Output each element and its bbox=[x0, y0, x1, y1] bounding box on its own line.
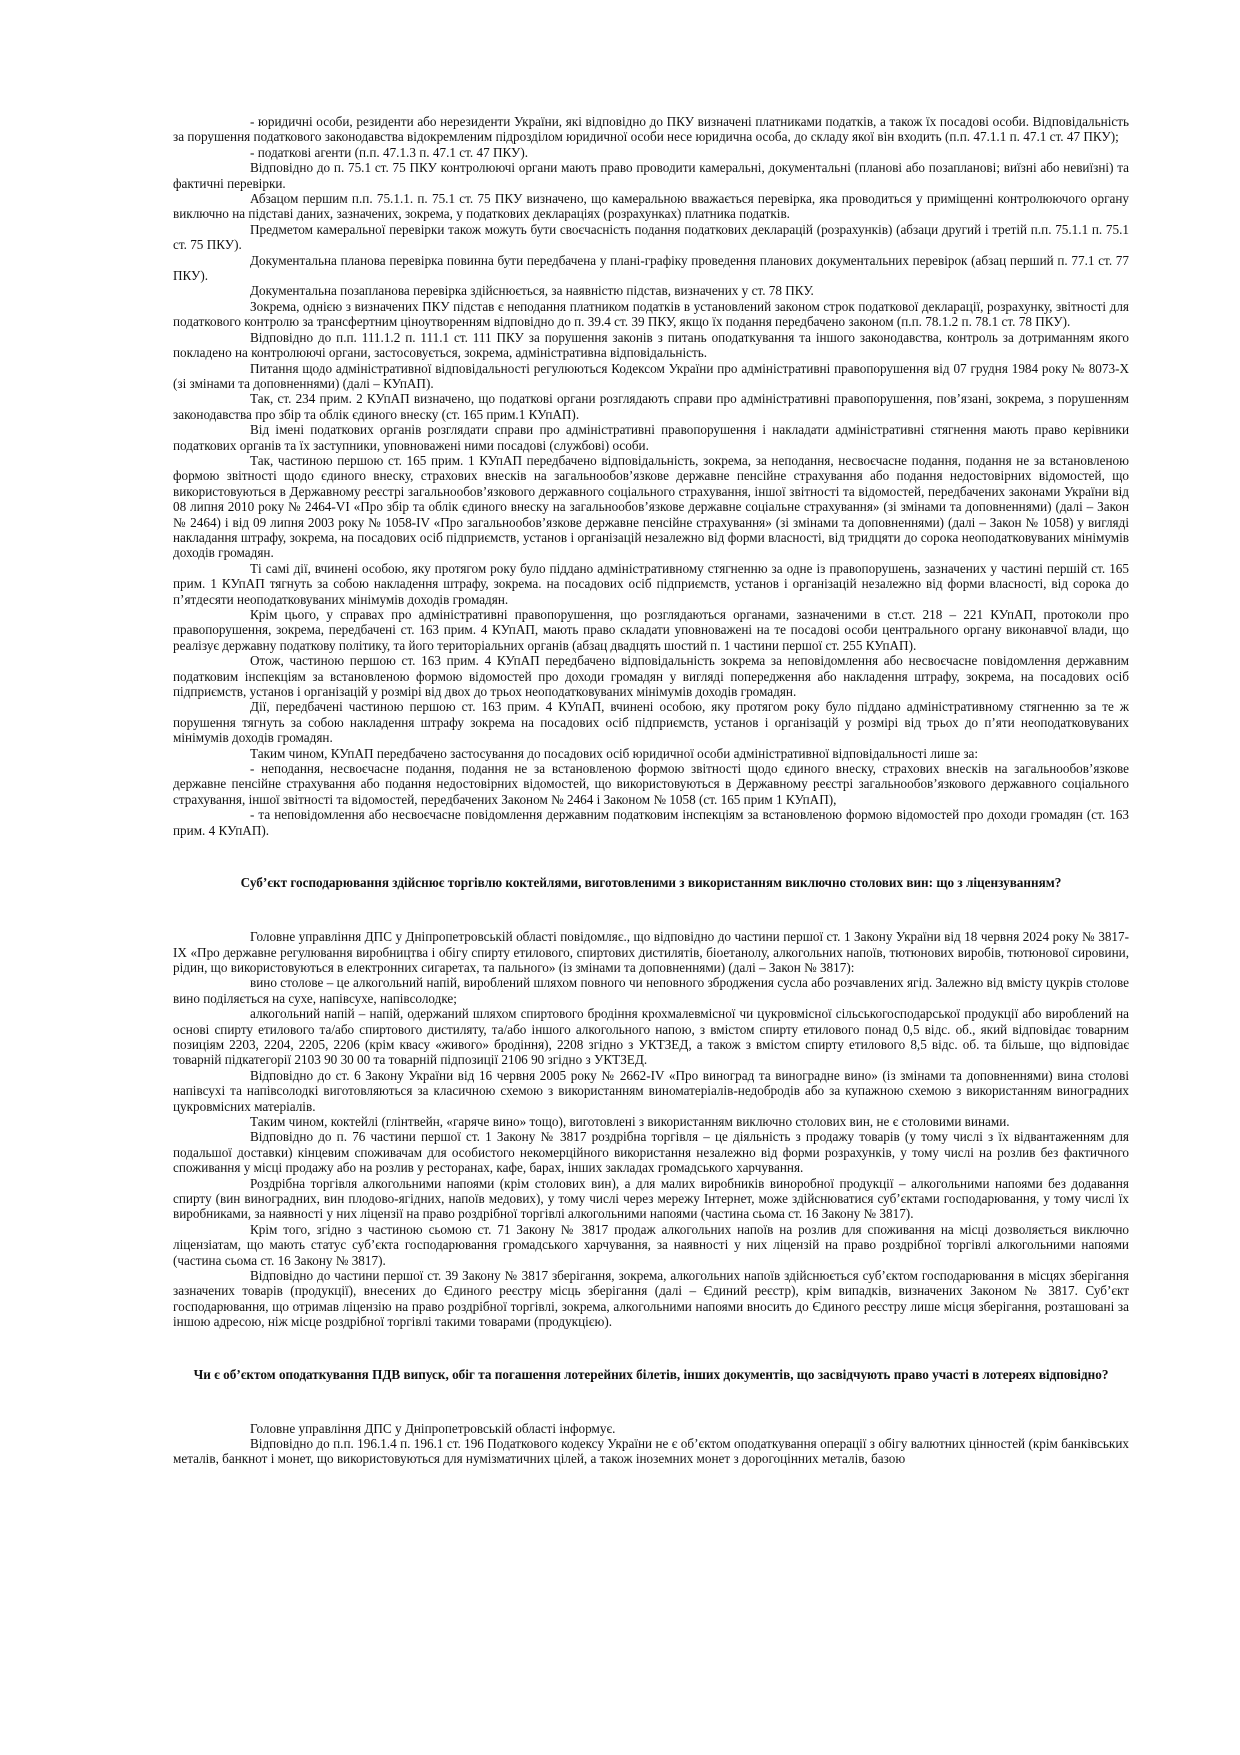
paragraph: Питання щодо адміністративної відповідальності регулюються Кодексом України про адміністративні правопорушення від 07 грудня 1984 року № 8073-Х (зі змінами та доповненнями) (далі – КУпАП). bbox=[173, 360, 1129, 391]
paragraph: Так, частиною першою ст. 165 прим. 1 КУпАП передбачено відповідальність, зокрема, за неподання, несвоєчасне подання, подання не за встановленою формою звітності щодо єдиного внеску, страхових внесків на загальнообов’язкове державне пенсійне страхування або подання недостовірних відомостей, що використовуються в Державному реєстрі загальнообов’язкового державного соціального страхування, іншої звітності та відомостей, передбачених законами України від 08 липня 2010 року № 2464-VI «Про збір та облік єдиного внеску на загальнообов’язкове державне соціальне страхування» (зі змінами та доповненнями) (далі – Закон № 2464) і від 09 липня 2003 року № 1058-IV «Про загальнообов’язкове державне пенсійне страхування» (зі змінами та доповненнями) (далі – Закон № 1058) у вигляді накладання штрафу, зокрема, на посадових осіб підприємств, установ і організацій незалежно від форми власності, від тридцяти до сорока неоподатковуваних мінімумів доходів громадян. bbox=[173, 452, 1129, 561]
paragraph: Крім цього, у справах про адміністративні правопорушення, що розглядаються органами, зазначеними в ст.ст. 218 – 221 КУпАП, протоколи про правопорушення, зокрема, передбачені ст. 163 прим. 4 КУпАП, мають право складати уповноважені на те посадові особи центрального органу виконавчої влади, що реалізує державну податкову політику, та його територіальних органів (абзац двадцять шостий п. 1 частини першої ст. 255 КУпАП). bbox=[173, 607, 1129, 653]
paragraph: Відповідно до п. 76 частини першої ст. 1 Закону № 3817 роздрібна торгівля – це діяльність з продажу товарів (у тому числі з їх відвантаженням для подальшої доставки) кінцевим споживачам для особистого некомерційного використання незалежно від форми розрахунків, у тому числі на розлив без фактичного споживання у місці продажу або на розлив у ресторанах, кафе, барах, інших закладах громадського харчування. bbox=[173, 1129, 1129, 1176]
paragraph: Дії, передбачені частиною першою ст. 163 прим. 4 КУпАП, вчинені особою, яку протягом року було піддано адміністративному стягненню за те ж порушення тягнуть за собою накладення штрафу зокрема на посадових осіб підприємств, установ і організацій у розмірі від трьох до п’яти неоподатковуваних мінімумів доходів громадян. bbox=[173, 699, 1129, 746]
paragraph: Відповідно до п.п. 196.1.4 п. 196.1 ст. 196 Податкового кодексу України не є об’єктом оподаткування операції з обігу валютних цінностей (крім банківських металів, банкнот і монет, що використовуються для нумізматичних цілей, а також іноземних монет з дорогоцінних металів, базою bbox=[173, 1436, 1129, 1467]
paragraph: Абзацом першим п.п. 75.1.1. п. 75.1 ст. 75 ПКУ визначено, що камеральною вважається перевірка, яка проводиться у приміщенні контролюючого органу виключно на підставі даних, зазначених, зокрема, у податкових деклараціях (розрахунках) платника податків. bbox=[173, 191, 1129, 222]
paragraph: Отож, частиною першою ст. 163 прим. 4 КУпАП передбачено відповідальність зокрема за неповідомлення або несвоєчасне повідомлення державним податковим інспекціям за встановленою формою відомостей про доходи громадян у вигляді попередження або накладення штрафу, зокрема, на посадових осіб підприємств, установ і організацій у розмірі від двох до трьох неоподатковуваних мінімумів доходів громадян. bbox=[173, 653, 1129, 700]
paragraph: - та неповідомлення або несвоєчасне повідомлення державним податковим інспекціям за встановленою формою відомостей про доходи громадян (ст. 163 прим. 4 КУпАП). bbox=[173, 807, 1129, 838]
paragraph: Від імені податкових органів розглядати справи про адміністративні правопорушення і накладати адміністративні стягнення мають право керівники податкових органів та їх заступники, уповноважені ними посадові (службові) особи. bbox=[173, 422, 1129, 453]
paragraph: Таким чином, КУпАП передбачено застосування до посадових осіб юридичної особи адміністративної відповідальності лише за: bbox=[250, 745, 979, 761]
paragraph: вино столове – це алкогольний напій, вироблений шляхом повного чи неповного зброджения сусла або розчавлених ягід. Залежно від вмісту цукрів столове вино поділяється на сухе, напівсухе, напівсолодке; bbox=[173, 975, 1129, 1006]
paragraph: - юридичні особи, резиденти або нерезиденти України, які відповідно до ПКУ визначені платниками податків, а також їх посадові особи. Відповідальність за порушення податкового законодавства відокремленим підрозділом юридичної особи несе юридична особа, до складу якої він входить (п.п. 47.1.1 п. 47.1 ст. 47 ПКУ); bbox=[173, 114, 1129, 145]
paragraph: Так, ст. 234 прим. 2 КУпАП визначено, що податкові органи розглядають справи про адміністративні правопорушення, пов’язані, зокрема, з порушенням законодавства про збір та облік єдиного внеску (ст. 165 прим.1 КУпАП). bbox=[173, 391, 1129, 422]
paragraph: Предметом камеральної перевірки також можуть бути своєчасність подання податкових декларацій (розрахунків) (абзаци другий і третій п.п. 75.1.1 п. 75.1 ст. 75 ПКУ). bbox=[173, 221, 1129, 253]
paragraph: Ті самі дії, вчинені особою, яку протягом року було піддано адміністративному стягненню за одне із правопорушень, зазначених у частині першій ст. 165 прим. 1 КУпАП тягнуть за собою накладення штрафу, зокрема. на посадових осіб підприємств, установ і організацій незалежно від форми власності, від сорока до п’ятдесяти неоподатковуваних мінімумів доходів громадян. bbox=[173, 560, 1129, 607]
paragraph: Роздрібна торгівля алкогольними напоями (крім столових вин), а для малих виробників виноробної продукції – алкогольними напоями без додавання спирту (вин виноградних, вин плодово-ягідних, напоїв медових), у тому числі через мережу Інтернет, може здійснюватися суб’єктами господарювання, у тому числі їх виробниками, за наявності у них ліцензії на право роздрібної торгівлі алкогольними напоями (частина сьома ст. 16 Закону № 3817). bbox=[173, 1175, 1129, 1222]
section-heading-vat-lottery: Чи є об’єктом оподаткування ПДВ випуск, обіг та погашення лотерейних білетів, інших документів, що засвідчують право участі в лотереях відповідно? bbox=[193, 1366, 1109, 1382]
section-heading-cocktails: Суб’єкт господарювання здійснює торгівлю коктейлями, виготовленими з використанням виключно столових вин: що з ліцензуванням? bbox=[240, 875, 1062, 891]
paragraph: - неподання, несвоєчасне подання, подання не за встановленою формою звітності щодо єдиного внеску, страхових внесків на загальнообов’язкове державне пенсійне страхування або подання недостовірних відомостей, що використовуються в Державному реєстрі загальнообов’язкового державного соціального страхування, іншої звітності та відомостей, передбачених Законом № 2464 і Законом № 1058 (ст. 165 прим 1 КУпАП), bbox=[173, 761, 1129, 807]
paragraph: Відповідно до п. 75.1 ст. 75 ПКУ контролюючі органи мають право проводити камеральні, документальні (планові або позапланові; виїзні або невиїзні) та фактичні перевірки. bbox=[173, 160, 1129, 191]
paragraph: Головне управління ДПС у Дніпропетровській області повідомляє., що відповідно до частини першої ст. 1 Закону України від 18 червня 2024 року № 3817-IX «Про державне регулювання виробництва і обігу спирту етилового, спиртових дистилятів, біоетанолу, алкогольних напоїв, тютюнових виробів, тютюнової сировини, рідин, що використовуються в електронних сигаретах, та пального» (із змінами та доповненнями) (далі – Закон № 3817): bbox=[173, 929, 1129, 975]
paragraph: Таким чином, коктейлі (глінтвейн, «гаряче вино» тощо), виготовлені з використанням виключно столових вин, не є столовими винами. bbox=[250, 1113, 1010, 1129]
paragraph: Головне управління ДПС у Дніпропетровській області інформує. bbox=[250, 1420, 616, 1436]
paragraph: Документальна планова перевірка повинна бути передбачена у плані-графіку проведення планових документальних перевірок (абзац перший п. 77.1 ст. 77 ПКУ). bbox=[173, 252, 1129, 284]
paragraph: Відповідно до ст. 6 Закону України від 16 червня 2005 року № 2662-IV «Про виноград та виноградне вино» (із змінами та доповненнями) вина столові напівсухі та напівсолодкі виготовляються за класичною схемою з використанням виноматеріалів-недобродів або за купажною схемою з використанням виноградних цукровмісних матеріалів. bbox=[173, 1067, 1129, 1114]
document-page bbox=[173, 114, 1129, 1467]
paragraph: Крім того, згідно з частиною сьомою ст. 71 Закону № 3817 продаж алкогольних напоїв на розлив для споживання на місці дозволяється виключно ліцензіатам, що мають статус суб’єкта господарювання громадського харчування, за наявності у них ліцензій на право роздрібної торгівлі алкогольними напоями (частина сьома ст. 16 Закону № 3817). bbox=[173, 1221, 1129, 1268]
section-cocktails bbox=[173, 929, 1129, 1330]
paragraph: Документальна позапланова перевірка здійснюється, за наявністю підстав, визначених у ст. 78 ПКУ. bbox=[250, 283, 814, 299]
paragraph: алкогольний напій – напій, одержаний шляхом спиртового бродіння крохмалевмісної чи цукровмісної сільськогосподарської продукції або вироблений на основі спирту етилового та/або спиртового дистиляту, та/або іншого алкогольного напою, з вмістом спирту етилового понад 0,5 відс. об., який відповідає товарним позиціям 2203, 2204, 2205, 2206 (крім квасу «живого» бродіння), 2208 згідно з УКТЗЕД, а також з вмістом спирту етилового 8,5 відс. об. та більше, що відповідає товарній підкатегорії 2103 90 30 00 та товарній підпозиції 2106 90 згідно з УКТЗЕД. bbox=[173, 1006, 1129, 1068]
paragraph: Відповідно до частини першої ст. 39 Закону № 3817 зберігання, зокрема, алкогольних напоїв здійснюється суб’єктом господарювання в місцях зберігання зазначених товарів (продукції), внесених до Єдиного реєстру місць зберігання (далі – Єдиний реєстр), крім випадків, визначених Законом № 3817. Суб’єкт господарювання, що отримав ліцензію на право роздрібної торгівлі, зокрема, алкогольними напоями вносить до Єдиного реєстру лише місця зберігання, розташовані за іншою адресою, ніж місце роздрібної торгівлі такими товарами (продукцією). bbox=[173, 1268, 1129, 1330]
paragraph: Зокрема, однією з визначених ПКУ підстав є неподання платником податків в установлений законом строк податкової декларації, розрахунку, звітності для податкового контролю за трансфертним ціноутворенням відповідно до п. 39.4 ст. 39 ПКУ, якщо їх подання передбачено законом (п.п. 78.1.2 п. 78.1 ст. 78 ПКУ). bbox=[173, 298, 1129, 330]
paragraph: - податкові агенти (п.п. 47.1.3 п. 47.1 ст. 47 ПКУ). bbox=[250, 144, 529, 160]
section-vat-lottery bbox=[173, 1421, 1129, 1467]
section-liability bbox=[173, 114, 1129, 838]
paragraph: Відповідно до п.п. 111.1.2 п. 111.1 ст. 111 ПКУ за порушення законів з питань оподаткування та іншого законодавства, контроль за дотриманням якого покладено на контролюючі органи, застосовується, зокрема, адміністративна відповідальність. bbox=[173, 329, 1129, 361]
